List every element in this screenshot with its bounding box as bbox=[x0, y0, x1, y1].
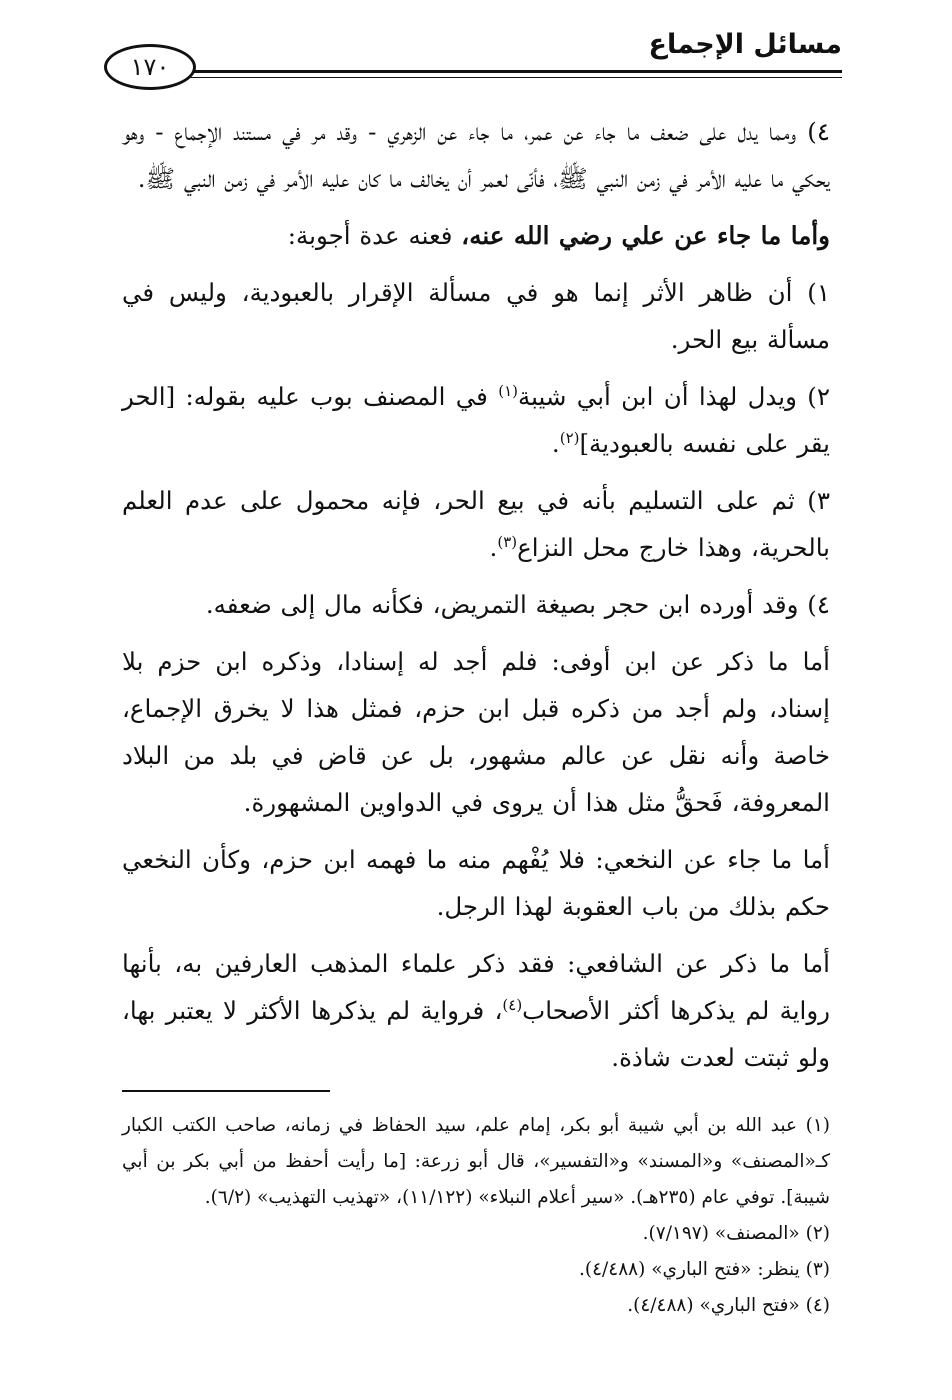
footnote-4: (٤) «فتح الباري» (٤/٤٨٨). bbox=[627, 1295, 830, 1316]
paragraph-9 bbox=[122, 940, 830, 1081]
paragraph-8: أما ما جاء عن النخعي: فلا يُفْهم منه ما فهمه ابن حزم، وكأن النخعي حكم بذلك من باب العقوبة لهذا الرجل. bbox=[122, 845, 830, 921]
paragraph-5-text-a: ٣) ثم على التسليم بأنه في بيع الحر، فإنه محمول على عدم العلم بالحرية، وهذا خارج محل النزاع bbox=[122, 486, 830, 562]
running-title: مسائل الإجماع bbox=[648, 29, 842, 60]
header-rule-thin bbox=[110, 77, 842, 78]
page-header bbox=[110, 22, 842, 84]
paragraph-5-text-b: . bbox=[489, 533, 498, 562]
footnote-2: (٢) «المصنف» (٧/١٩٧). bbox=[642, 1223, 830, 1244]
footnote-ref-1[interactable]: (١) bbox=[498, 381, 518, 400]
paragraph-2-rest: فعنه عدة أجوبة: bbox=[287, 221, 462, 250]
footnote-1: (١) عبد الله بن أبي شيبة أبو بكر، إمام علم، سيد الحفاظ في زمانه، صاحب الكتب الكبار كـ«المصنف» و«المسند» و«التفسير»، قال أبو زرعة: [ما رأيت أحفظ من أبي بكر بن أبي شيبة]. توفي عام (٢٣٥هـ). «سير أعلام النبلاء» (١١/١٢٢)، «تهذيب التهذيب» (٦/٢). bbox=[122, 1115, 830, 1208]
paragraph-2-lead: وأما ما جاء عن علي رضي الله عنه، bbox=[461, 221, 830, 250]
paragraph-9-text-b: ، فرواية لم يذكرها الأكثر لا يعتبر بها، ولو ثبتت لعدت شاذة. bbox=[122, 996, 830, 1072]
paragraph-1: ٤) ومما يدل على ضعف ما جاء عن عمر، ما جاء عن الزهري - وقد مر في مستند الإجماع - وهو يحكي ما عليه الأمر في زمن النبي ﷺ، فأنّى لعمر أن يخالف ما كان عليه الأمر في زمن النبي ﷺ. bbox=[122, 117, 830, 193]
footnote-3: (٣) ينظر: «فتح الباري» (٤/٤٨٨). bbox=[579, 1259, 830, 1280]
paragraph-7: أما ما ذكر عن ابن أوفى: فلم أجد له إسنادا، وذكره ابن حزم بلا إسناد، ولم أجد من ذكره قبل ابن حزم، فمثل هذا لا يخرق الإجماع، خاصة وأنه نقل عن عالم مشهور، بل عن قاض في بلد من البلاد المعروفة، فَحقُّ مثل هذا أن يروى في الدواوين المشهورة. bbox=[122, 647, 830, 817]
header-rule-thick bbox=[110, 70, 842, 73]
page-number: ١٧٠ bbox=[104, 44, 196, 90]
footnotes bbox=[122, 1108, 830, 1324]
paragraph-4 bbox=[122, 373, 830, 467]
paragraph-2 bbox=[122, 212, 830, 259]
paragraph-5 bbox=[122, 477, 830, 571]
main-text bbox=[122, 108, 830, 1091]
footnote-separator bbox=[122, 1090, 330, 1092]
paragraph-9-text-a: أما ما ذكر عن الشافعي: فقد ذكر علماء المذهب العارفين به، بأنها رواية لم يذكرها أكثر الأصحاب bbox=[122, 949, 830, 1025]
paragraph-6: ٤) وقد أورده ابن حجر بصيغة التمريض، فكأنه مال إلى ضعفه. bbox=[205, 590, 830, 619]
paragraph-4-text-b: في المصنف بوب عليه بقوله: [الحر يقر على نفسه بالعبودية] bbox=[122, 382, 830, 458]
footnote-ref-2[interactable]: (٢) bbox=[559, 428, 580, 447]
footnote-ref-4[interactable]: (٤) bbox=[502, 995, 523, 1014]
footnote-ref-3[interactable]: (٣) bbox=[497, 532, 518, 551]
paragraph-3: ١) أن ظاهر الأثر إنما هو في مسألة الإقرار بالعبودية، وليس في مسألة بيع الحر. bbox=[122, 278, 830, 354]
paragraph-4-text-c: . bbox=[551, 429, 560, 458]
paragraph-4-text-a: ٢) ويدل لهذا أن ابن أبي شيبة bbox=[518, 382, 830, 411]
